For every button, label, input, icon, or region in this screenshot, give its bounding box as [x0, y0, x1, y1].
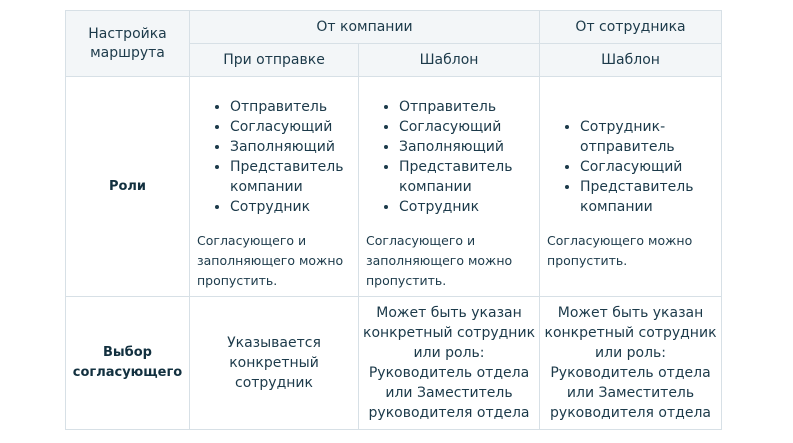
roles-template-company-note: Согласующего и заполняющего можно пропустить. [366, 233, 513, 288]
roles-template-employee-cell [540, 77, 722, 297]
list-item: • Согласующий [230, 117, 358, 137]
header-template-company: Шаблон [359, 44, 540, 77]
header-template-employee: Шаблон [540, 44, 722, 77]
approver-template-company-cell: Может быть указан конкретный сотрудник или роль: Руководитель отдела или Заместитель руководителя отдела [359, 297, 540, 430]
approver-on-send-cell: Указывается конкретный сотрудник [190, 297, 359, 430]
list-item: • Представитель компании [399, 157, 539, 197]
roles-template-company-cell [359, 77, 540, 297]
list-item: • Представитель компании [230, 157, 358, 197]
list-item: • Заполняющий [230, 137, 358, 157]
approver-template-employee-cell: Может быть указан конкретный сотрудник или роль: Руководитель отдела или Заместитель руководителя отдела [540, 297, 722, 430]
list-item: • Представитель компании [580, 177, 707, 217]
row-label-roles: Роли [66, 77, 190, 297]
list-item: • Сотрудник [230, 197, 358, 217]
list-item: • Заполняющий [399, 137, 539, 157]
header-from-employee: От сотрудника [540, 11, 722, 44]
list-item: • Сотрудник [399, 197, 539, 217]
list-item: • Согласующий [399, 117, 539, 137]
row-label-approver: Выбор согласующего [66, 297, 190, 430]
roles-template-employee-note: Согласующего можно пропустить. [547, 233, 693, 268]
roles-on-send-note: Согласующего и заполняющего можно пропустить. [197, 233, 344, 288]
header-route-setting [66, 11, 190, 77]
route-settings-table [65, 10, 722, 430]
list-item: • Согласующий [580, 157, 707, 177]
roles-on-send-cell [190, 77, 359, 297]
roles-on-send-list [190, 97, 358, 217]
list-item: • Сотрудник-отправитель [580, 117, 707, 157]
list-item: • Отправитель [230, 97, 358, 117]
header-on-send: При отправке [190, 44, 359, 77]
header-from-company: От компании [190, 11, 540, 44]
roles-template-company-list [359, 97, 539, 217]
roles-template-employee-list [540, 117, 721, 217]
header-route-setting-label: Настройка маршрута [88, 25, 167, 61]
list-item: • Отправитель [399, 97, 539, 117]
